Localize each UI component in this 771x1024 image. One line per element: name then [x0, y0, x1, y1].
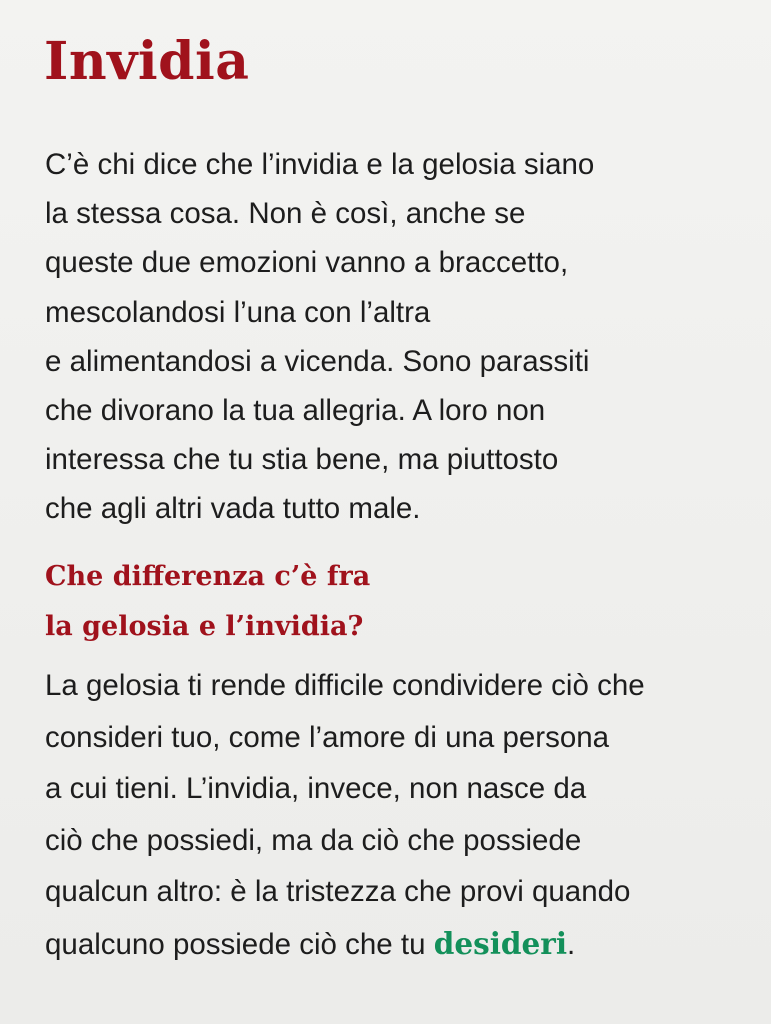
- text-line: interessa che tu stia bene, ma piuttosto: [45, 443, 559, 477]
- explanation-paragraph: [45, 660, 645, 970]
- text-line: C’è chi dice che l’invidia e la gelosia siano: [45, 148, 595, 181]
- text-line: a cui tieni. L’invidia, invece, non nasce da: [45, 772, 587, 805]
- last-line-prefix: qualcuno possiede ciò che tu: [45, 927, 434, 961]
- text-line: che agli altri vada tutto male.: [45, 492, 421, 526]
- page-title: Invidia: [44, 31, 250, 92]
- text-line: ciò che possiedi, ma da ciò che possiede: [45, 823, 582, 857]
- text-line: La gelosia ti rende difficile condividere ciò che: [45, 669, 645, 702]
- text-line: queste due emozioni vanno a braccetto,: [45, 246, 569, 280]
- text-line: mescolandosi l’una con l’altra: [45, 295, 431, 329]
- last-line-suffix: .: [567, 927, 576, 961]
- section-heading: [45, 552, 370, 652]
- text-line: consideri tuo, come l’amore di una persona: [45, 720, 610, 754]
- text-line: la stessa cosa. Non è così, anche se: [45, 197, 526, 231]
- text-line: che divorano la tua allegria. A loro non: [45, 394, 546, 428]
- heading-line: la gelosia e l’invidia?: [45, 611, 364, 642]
- intro-paragraph: [45, 140, 594, 534]
- text-line: e alimentandosi a vicenda. Sono parassiti: [45, 344, 590, 378]
- text-line: qualcun altro: è la tristezza che provi quando: [45, 875, 631, 908]
- heading-line: Che differenza c’è fra: [45, 561, 371, 592]
- last-text-line: [45, 918, 645, 971]
- highlighted-word: desideri: [433, 925, 568, 961]
